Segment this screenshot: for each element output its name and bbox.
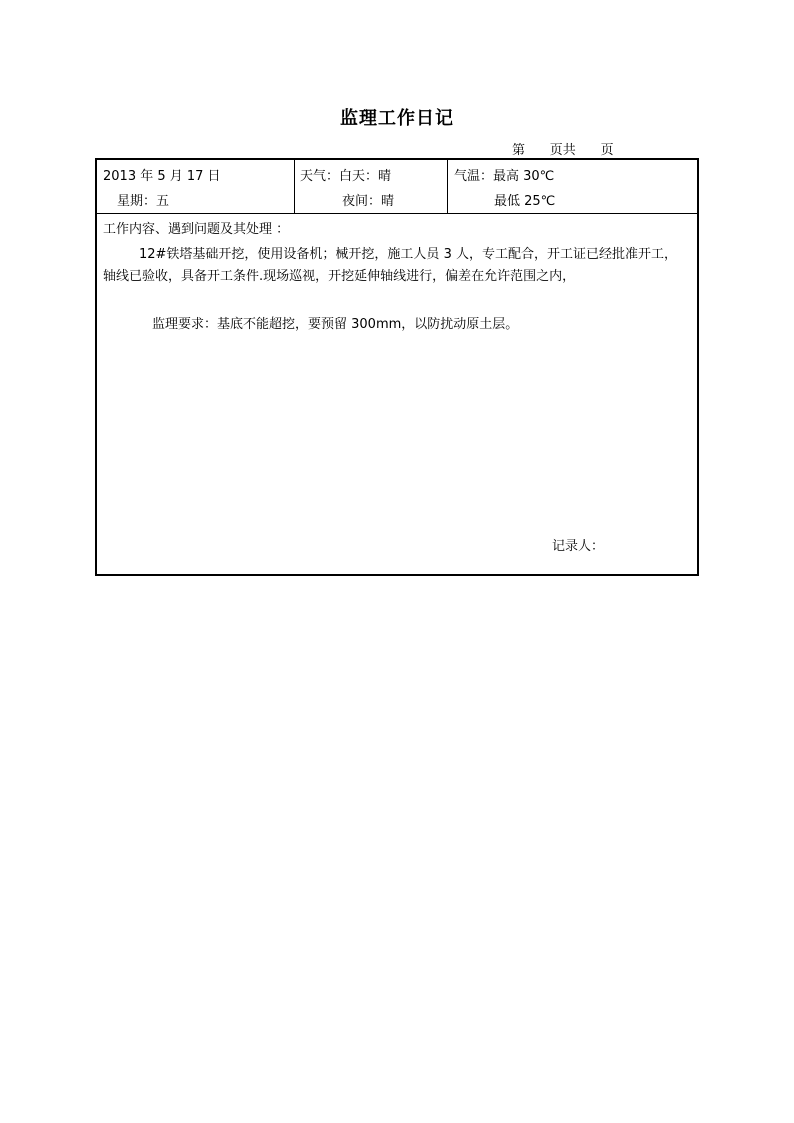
page-number: 第 页共 页 <box>512 143 614 158</box>
section-label: 工作内容、遇到问题及其处理 ： <box>103 222 290 237</box>
weather-day-text: 天气：白天：晴 <box>300 169 392 184</box>
weather-cell <box>295 160 448 213</box>
work-description-line-2: 轴线已验收，具备开工条件.现场巡视，开挖延伸轴线进行，偏差在允许范围之内， <box>103 269 576 284</box>
work-description-line-1: 12#铁塔基础开挖，使用设备机；械开挖，施工人员 3 人，专工配合，开工证已经批准开工， <box>139 247 677 262</box>
weekday-text: 星期：五 <box>117 194 170 209</box>
recorder-label: 记录人： <box>552 539 605 554</box>
work-content <box>97 213 697 574</box>
supervision-requirement: 监理要求：基底不能超挖，要预留 300mm，以防扰动原土层。 <box>152 317 519 332</box>
temp-high-text: 气温：最高 30℃ <box>454 169 555 184</box>
header-row <box>97 160 697 214</box>
temp-low-text: 最低 25℃ <box>494 194 556 209</box>
weather-night-text: 夜间：晴 <box>342 194 395 209</box>
document-title: 监理工作日记 <box>340 108 454 129</box>
temperature-cell <box>448 160 697 213</box>
date-cell <box>97 160 295 213</box>
date-text: 2013 年 5 月 17 日 <box>103 169 221 184</box>
diary-table <box>95 158 699 576</box>
